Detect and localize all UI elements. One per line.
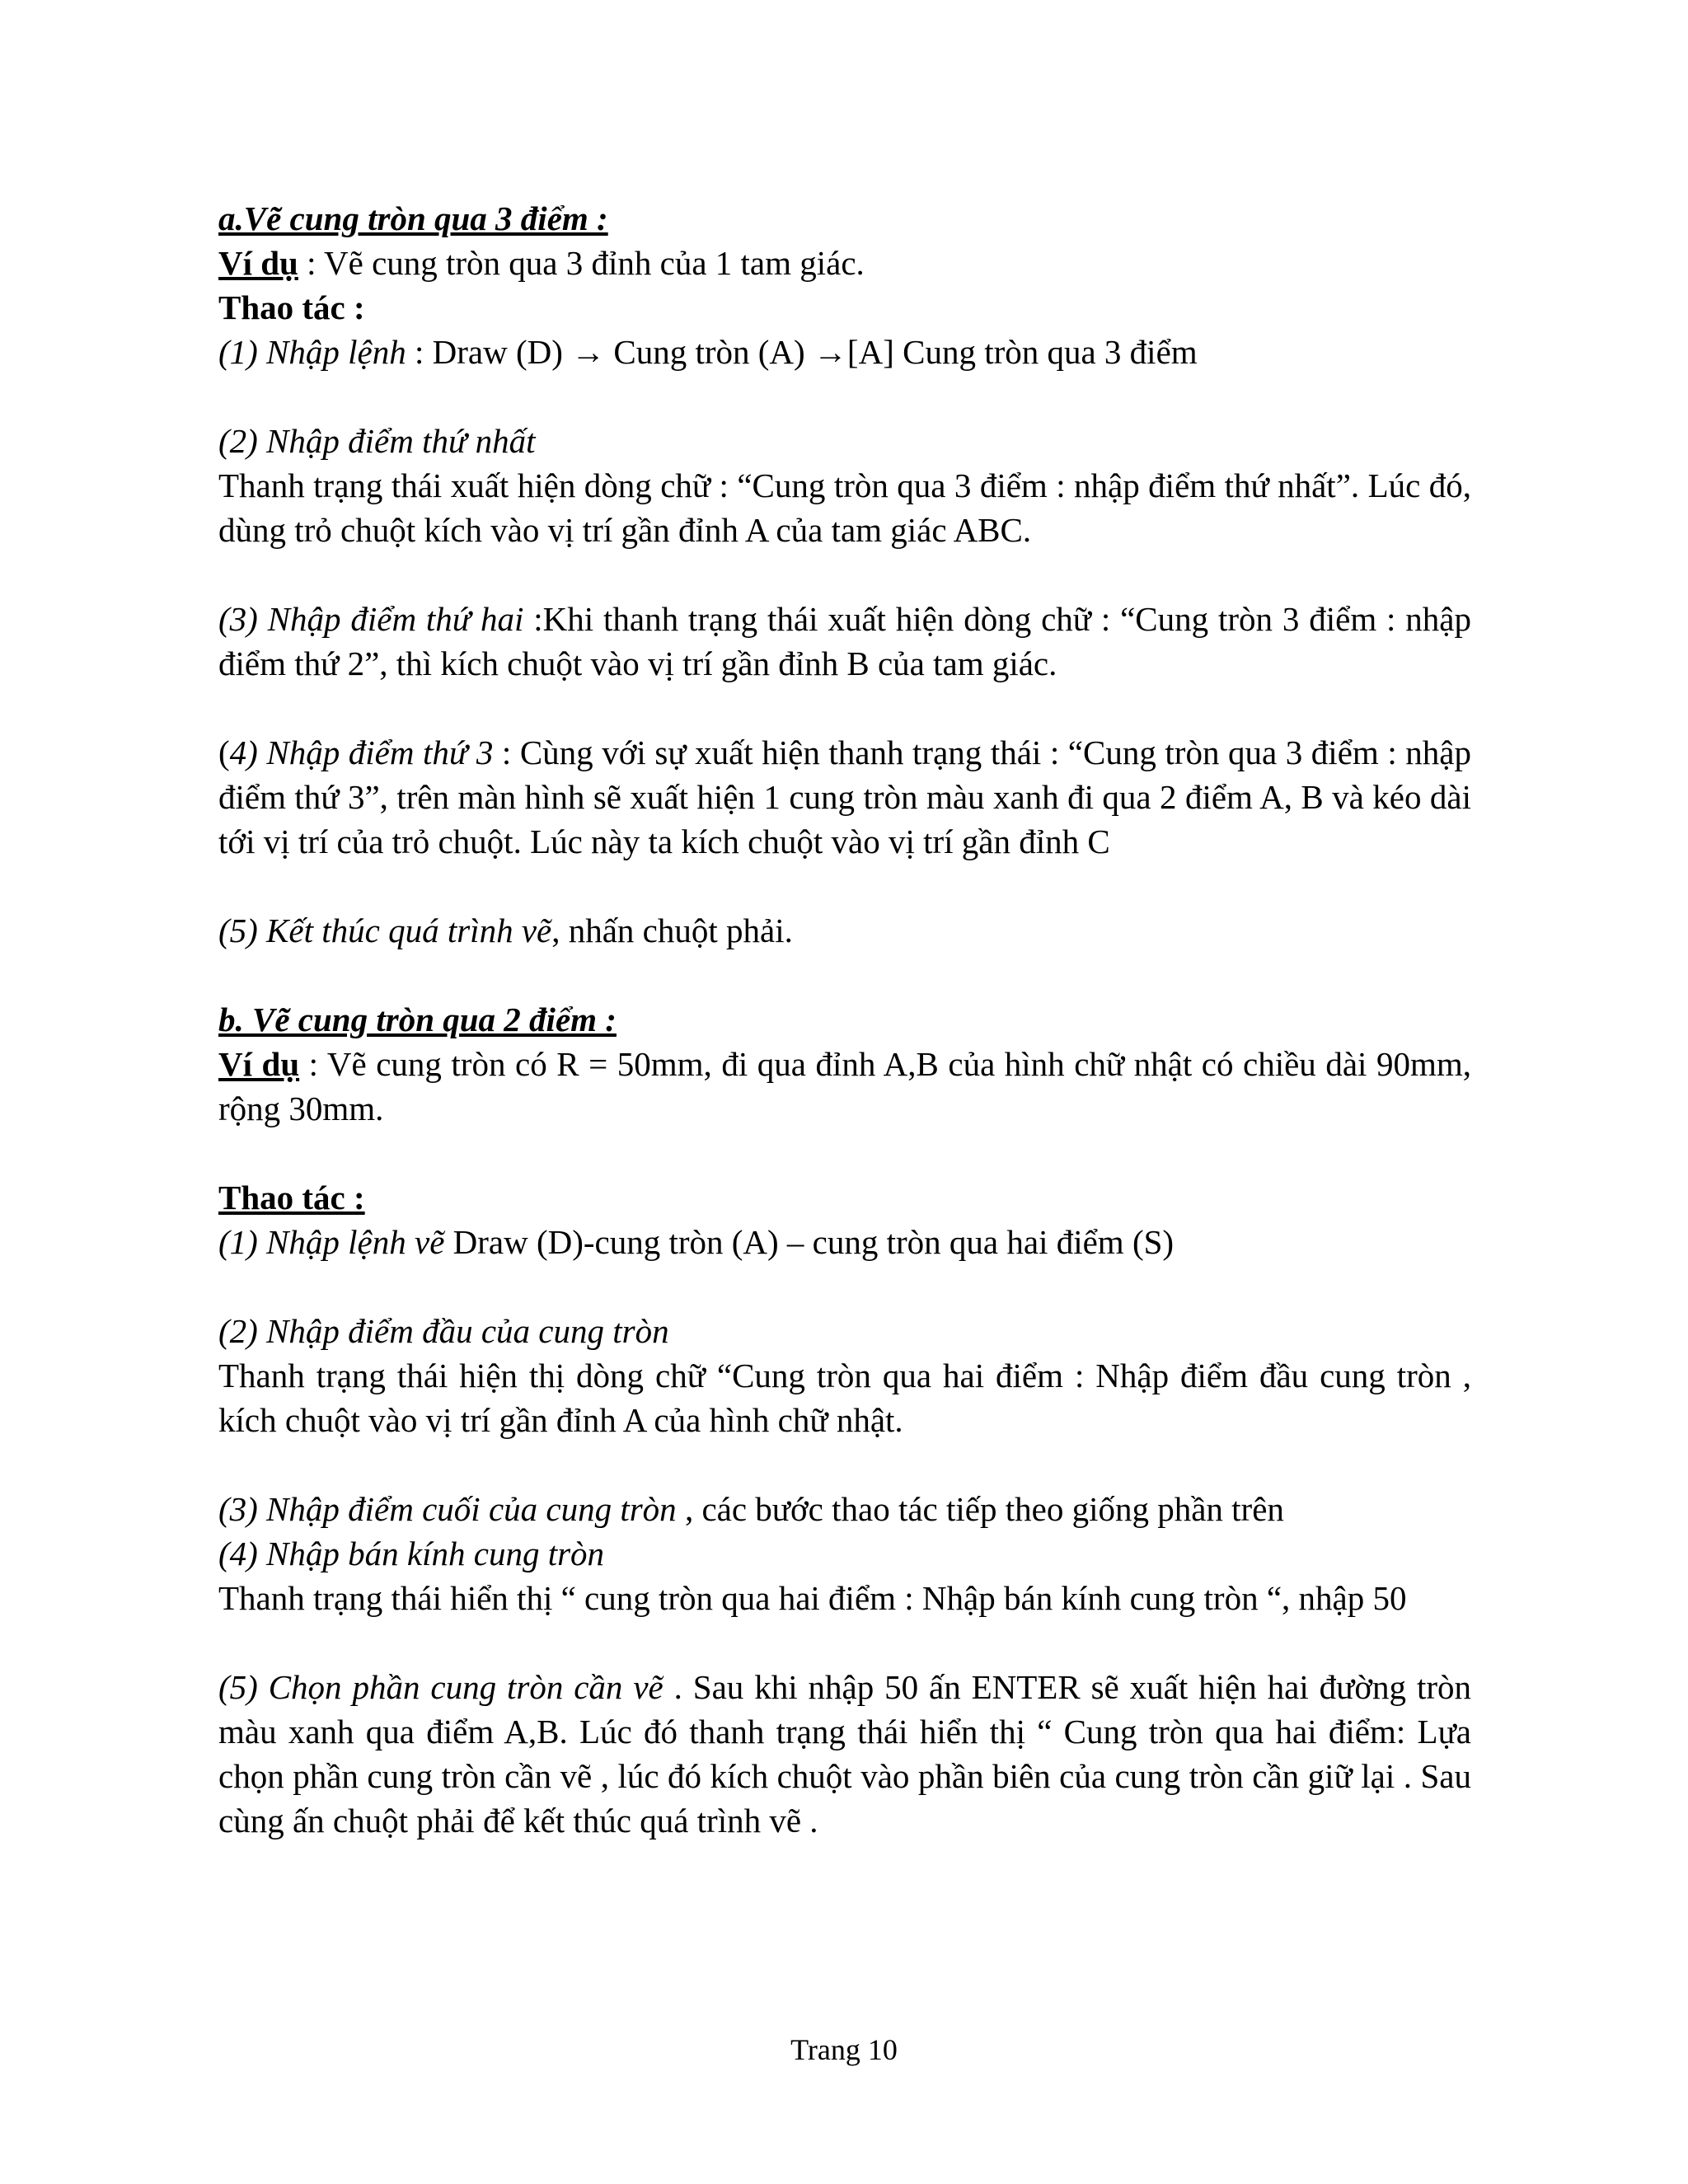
step-text: : Draw (D) → Cung tròn (A) →[A] Cung tròn qua 3 điểm	[406, 333, 1198, 371]
section-b-step2-label: (2) Nhập điểm đầu của cung tròn	[218, 1312, 669, 1350]
section-b-step4-text: Thanh trạng thái hiển thị “ cung tròn qua hai điểm : Nhập bán kính cung tròn “, nhập 50	[218, 1579, 1407, 1617]
step-text: , các bước thao tác tiếp theo giống phần trên	[676, 1490, 1284, 1528]
section-a-heading: a.Vẽ cung tròn qua 3 điểm :	[218, 199, 608, 237]
step-text: Draw (D)-cung tròn (A) – cung tròn qua hai điểm (S)	[444, 1223, 1175, 1261]
step-text: : Cùng với sự xuất hiện thanh trạng thái : “Cung tròn qua 3 điểm : nhập điểm thứ 3”, trên màn hình sẽ xuất hiện 1 cung tròn màu xanh đi qua 2 điểm A, B và kéo dài tới vị trí của trỏ chuột. Lúc này ta kích chuột vào vị trí gần đỉnh C	[218, 733, 1471, 860]
section-a-ops-label: Thao tác :	[218, 288, 365, 326]
step-label: (5) Kết thúc quá trình vẽ	[218, 912, 552, 949]
example-label: Ví dụ	[218, 244, 298, 282]
document-body	[218, 196, 1471, 1843]
example-label: Ví dụ	[218, 1045, 300, 1083]
section-b-step3	[218, 1487, 1471, 1531]
step-open-paren: (	[218, 733, 230, 771]
step-text: , nhấn chuột phải.	[551, 912, 793, 949]
section-a-step4	[218, 730, 1471, 864]
example-text: : Vẽ cung tròn qua 3 đỉnh của 1 tam giác.	[298, 244, 865, 282]
section-b-step2-text: Thanh trạng thái hiện thị dòng chữ “Cung tròn qua hai điểm : Nhập điểm đầu cung tròn , kích chuột vào vị trí gần đỉnh A của hình chữ nhật.	[218, 1357, 1471, 1439]
section-a-example	[218, 241, 1471, 285]
section-a-step2-label: (2) Nhập điểm thứ nhất	[218, 422, 536, 460]
step-text: :Khi thanh trạng thái xuất hiện dòng chữ : “Cung tròn 3 điểm : nhập điểm thứ 2”, thì kích chuột vào vị trí gần đỉnh B của tam giác.	[218, 600, 1471, 682]
step-label: (1) Nhập lệnh	[218, 333, 406, 371]
section-b-heading: b. Vẽ cung tròn qua 2 điểm :	[218, 1001, 617, 1038]
section-a-step3	[218, 597, 1471, 686]
step-label: (3) Nhập điểm cuối của cung tròn	[218, 1490, 677, 1528]
section-a-step5	[218, 908, 1471, 953]
section-b-example	[218, 1042, 1471, 1131]
page-number: Trang 10	[790, 2033, 898, 2066]
step-label: 4) Nhập điểm thứ 3	[229, 733, 494, 771]
example-text: : Vẽ cung tròn có R = 50mm, đi qua đỉnh A,B của hình chữ nhật có chiều dài 90mm, rộng 30mm.	[218, 1045, 1471, 1127]
step-label: (5) Chọn phần cung tròn cần vẽ	[218, 1668, 663, 1706]
step-label: (1) Nhập lệnh vẽ	[218, 1223, 445, 1261]
section-a-step1	[218, 330, 1471, 374]
section-a-step2-text: Thanh trạng thái xuất hiện dòng chữ : “Cung tròn qua 3 điểm : nhập điểm thứ nhất”. Lúc đó, dùng trỏ chuột kích vào vị trí gần đỉnh A của tam giác ABC.	[218, 466, 1471, 549]
section-b-step4-label: (4) Nhập bán kính cung tròn	[218, 1535, 605, 1572]
section-b-step1	[218, 1220, 1471, 1264]
step-text: . Sau khi nhập 50 ấn ENTER sẽ xuất hiện hai đường tròn màu xanh qua điểm A,B. Lúc đó thanh trạng thái hiển thị “ Cung tròn qua hai điểm: Lựa chọn phần cung tròn cần vẽ , lúc đó kích chuột vào phần biên của cung tròn cần giữ lại . Sau cùng ấn chuột phải để kết thúc quá trình vẽ .	[218, 1668, 1471, 1840]
section-b-step5	[218, 1665, 1471, 1843]
step-label: (3) Nhập điểm thứ hai	[218, 600, 524, 638]
section-b-ops-label: Thao tác :	[218, 1179, 365, 1216]
